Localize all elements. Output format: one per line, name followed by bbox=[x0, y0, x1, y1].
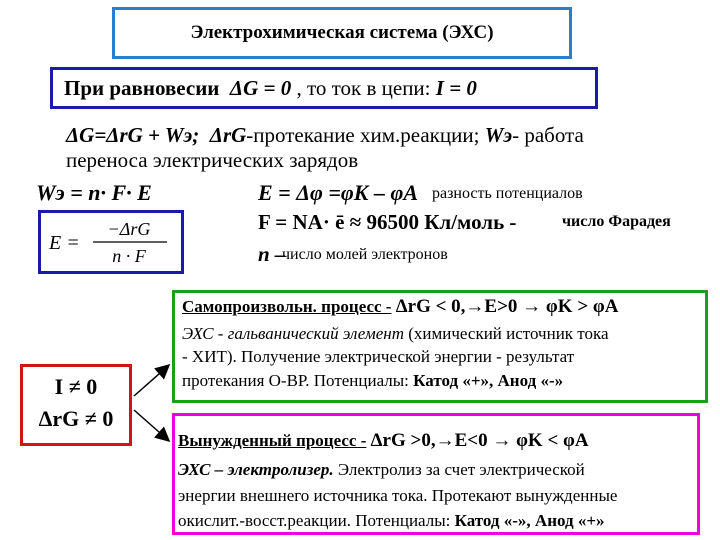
work-formula: Wэ = n· F· E bbox=[36, 180, 152, 205]
condition-gibbs: ΔrG ≠ 0 bbox=[38, 406, 114, 431]
forced-potentials: Катод «-», Анод «+» bbox=[454, 511, 605, 530]
galvanic-cell-label: ЭХС - гальванический элемент bbox=[182, 324, 405, 343]
spontaneous-line2 bbox=[182, 324, 609, 344]
forced-line2 bbox=[178, 460, 585, 480]
electrolyzer-label: ЭХС – электролизер. bbox=[178, 460, 334, 479]
equilibrium-dg: ΔG = 0 bbox=[229, 76, 292, 100]
faraday-desc: число Фарадея bbox=[562, 213, 671, 230]
spontaneous-expr: ΔrG < 0,→E>0 → φK > φA bbox=[395, 296, 619, 317]
slide-title: Электрохимическая система (ЭХС) bbox=[190, 22, 494, 43]
reaction-desc: -протекание хим.реакции; bbox=[246, 123, 480, 147]
spontaneous-potentials: Катод «+», Анод «-» bbox=[413, 371, 564, 390]
equilibrium-mid: , то ток в цепи: bbox=[296, 76, 431, 100]
reaction-term: ΔrG bbox=[209, 123, 247, 147]
faraday-formula: F = NA· ē ≈ 96500 Кл/моль - bbox=[258, 210, 517, 234]
hit-desc: ). Получение электрической энергии - результат bbox=[226, 347, 575, 366]
emf-formula: E = Δφ =φK – φA bbox=[258, 180, 418, 205]
hit-prefix: - ХИТ bbox=[182, 347, 227, 366]
emf-fraction-lhs: E = bbox=[49, 232, 80, 254]
work-term: Wэ bbox=[484, 123, 513, 147]
forced-potentials-label: окислит.-восст.реакции. Потенциалы: bbox=[178, 511, 451, 530]
spontaneous-potentials-label: протекания О-ВР. Потенциалы: bbox=[182, 371, 409, 390]
spontaneous-line4 bbox=[182, 371, 563, 391]
forced-expr: ΔrG >0,→E<0 → φK < φA bbox=[370, 430, 589, 451]
equilibrium-lead: При равновесии bbox=[64, 76, 220, 100]
forced-head: Вынужденный процесс - bbox=[178, 431, 367, 450]
galvanic-cell-desc: (химический источник тока bbox=[408, 324, 609, 343]
emf-fraction-denominator: n · F bbox=[112, 246, 146, 266]
forced-head-line bbox=[178, 430, 589, 452]
electrolyzer-desc: Электролиз за счет электрической bbox=[337, 460, 585, 479]
equilibrium-current: I = 0 bbox=[435, 76, 477, 100]
work-desc: - работа bbox=[512, 123, 584, 147]
spontaneous-head-line bbox=[182, 296, 618, 318]
arrow-to-spontaneous bbox=[134, 366, 168, 396]
n-symbol: n – bbox=[258, 242, 286, 266]
spontaneous-head: Самопроизвольн. процесс - bbox=[182, 297, 392, 316]
forced-line3: энергии внешнего источника тока. Протекают вынужденные bbox=[178, 486, 618, 505]
emf-fraction-numerator: −ΔrG bbox=[107, 219, 151, 239]
arrow-to-forced bbox=[134, 410, 168, 440]
condition-current: I ≠ 0 bbox=[54, 374, 98, 399]
spontaneous-line3 bbox=[182, 347, 574, 367]
emf-desc: разность потенциалов bbox=[432, 185, 583, 202]
energy-balance-formula: ΔG=ΔrG + Wэ; bbox=[66, 123, 200, 147]
forced-line4 bbox=[178, 511, 605, 531]
work-desc-continued: переноса электрических зарядов bbox=[66, 148, 359, 172]
n-desc: число молей электронов bbox=[282, 246, 448, 263]
